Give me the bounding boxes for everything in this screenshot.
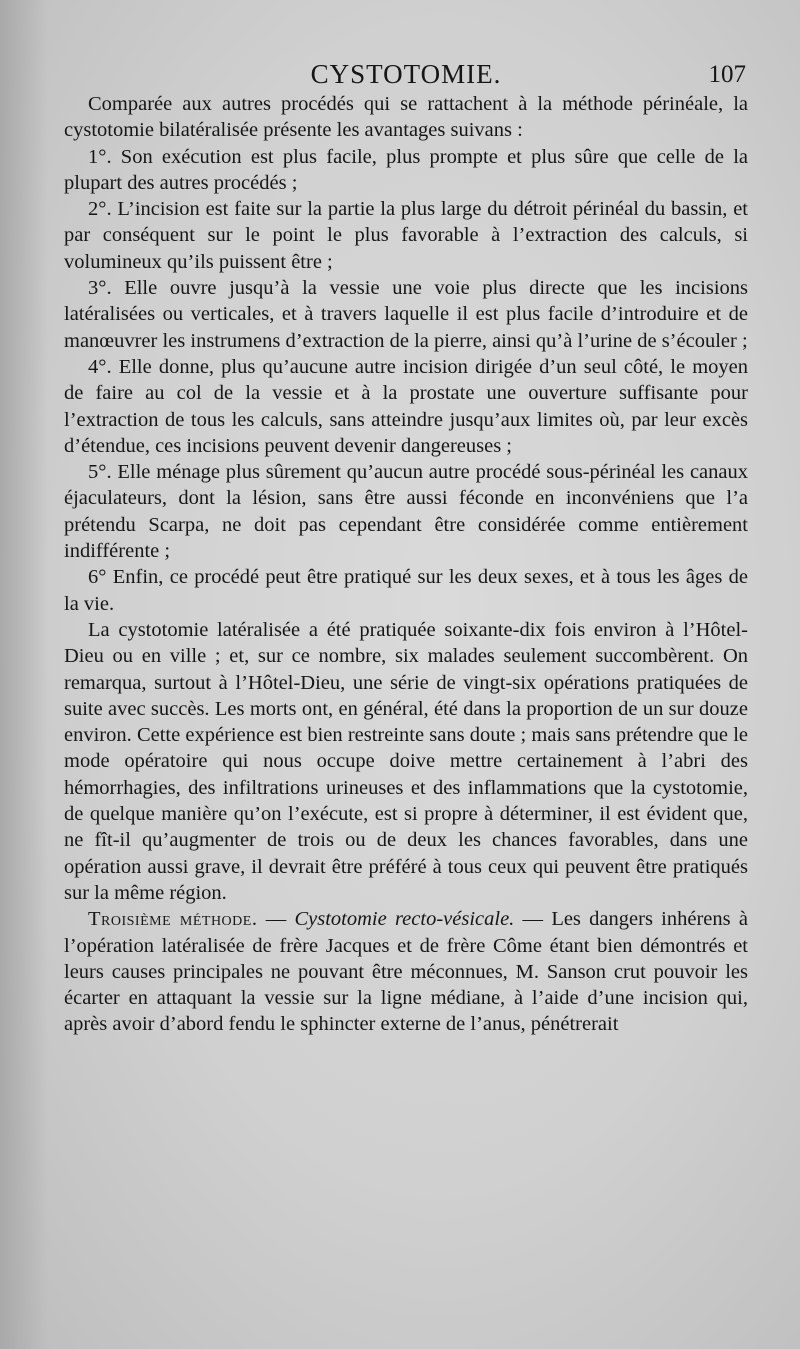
em-dash: — <box>514 908 552 931</box>
body-text <box>64 91 748 1038</box>
paragraph-results: La cystotomie latéralisée a été pratiquée soixante-dix fois environ à l’Hôtel-Dieu ou en ville ; et, sur ce nombre, six malades seulement succombèrent. On remarqua, surtout à l’Hôtel-Dieu, une série de vingt-six opérations pratiquées de suite avec succès. Les morts ont, en général, été dans la proportion de un sur douze environ. Cette expérience est bien restreinte sans doute ; mais sans prétendre que le mode opératoire qui nous occupe doive mettre certainement à l’abri des hémorrhagies, des infiltrations urineuses et des inflammations que la cystotomie, de quelque manière qu’on l’exécute, est si propre à déterminer, il est évident que, ne fît-il qu’augmenter de trois ou de deux les chances favorables, dans une opération aussi grave, il devrait être préféré à tous ceux qui peuvent être pratiqués sur la même région. <box>64 618 748 904</box>
gutter-shadow <box>0 0 48 1349</box>
page-header <box>66 58 746 94</box>
paragraph-advantage-5: 5°. Elle ménage plus sûrement qu’aucun autre procédé sous-périnéal les canaux éjaculateurs, dont la lésion, sans être aussi féconde en inconvéniens que l’a prétendu Scarpa, ne doit pas cependant être considérée comme entièrement indifférente ; <box>64 461 748 563</box>
paragraph-advantage-4: 4°. Elle donne, plus qu’aucune autre incision dirigée d’un seul côté, le moyen de faire au col de la vessie et à la prostate une ouverture suffisante pour l’extraction de tous les calculs, sans atteindre jusqu’aux limites où, par leur excès d’étendue, ces incisions peuvent devenir dangereuses ; <box>64 355 748 457</box>
section-subtitle: Cystotomie recto-vésicale. <box>294 908 515 931</box>
page-number: 107 <box>708 61 746 88</box>
section-heading: Troisième méthode. <box>88 908 258 931</box>
paragraph-advantage-3: 3°. Elle ouvre jusqu’à la vessie une voie plus directe que les incisions latéralisées ou verticales, et à travers laquelle il est plus facile d’introduire et de manœuvrer les instrumens d’extraction de la pierre, ainsi qu’à l’urine de s’écouler ; <box>64 277 748 352</box>
paragraph-third-method <box>64 906 748 1037</box>
running-title: CYSTOTOMIE. <box>310 59 502 89</box>
section-text: Les dangers inhérens à l’opération latéralisée de frère Jacques et de frère Côme étant bien démontrés et leurs causes principales ne pouvant être méconnues, M. Sanson crut pouvoir les écarter en attaquant la vessie sur la ligne médiane, à l’aide d’une incision qui, après avoir d’abord fendu le sphincter externe de l’anus, pénétrerait <box>64 908 748 1036</box>
paragraph-intro: Comparée aux autres procédés qui se rattachent à la méthode périnéale, la cystotomie bilatéralisée présente les avantages suivans : <box>64 93 748 142</box>
paragraph-advantage-6: 6° Enfin, ce procédé peut être pratiqué sur les deux sexes, et à tous les âges de la vie. <box>64 566 748 615</box>
paragraph-advantage-2: 2°. L’incision est faite sur la partie la plus large du détroit périnéal du bassin, et par conséquent sur le point le plus favorable à l’extraction des calculs, si volumineux qu’ils puissent être ; <box>64 198 748 273</box>
em-dash: — <box>257 908 295 931</box>
paragraph-advantage-1: 1°. Son exécution est plus facile, plus prompte et plus sûre que celle de la plupart des autres procédés ; <box>64 145 748 194</box>
